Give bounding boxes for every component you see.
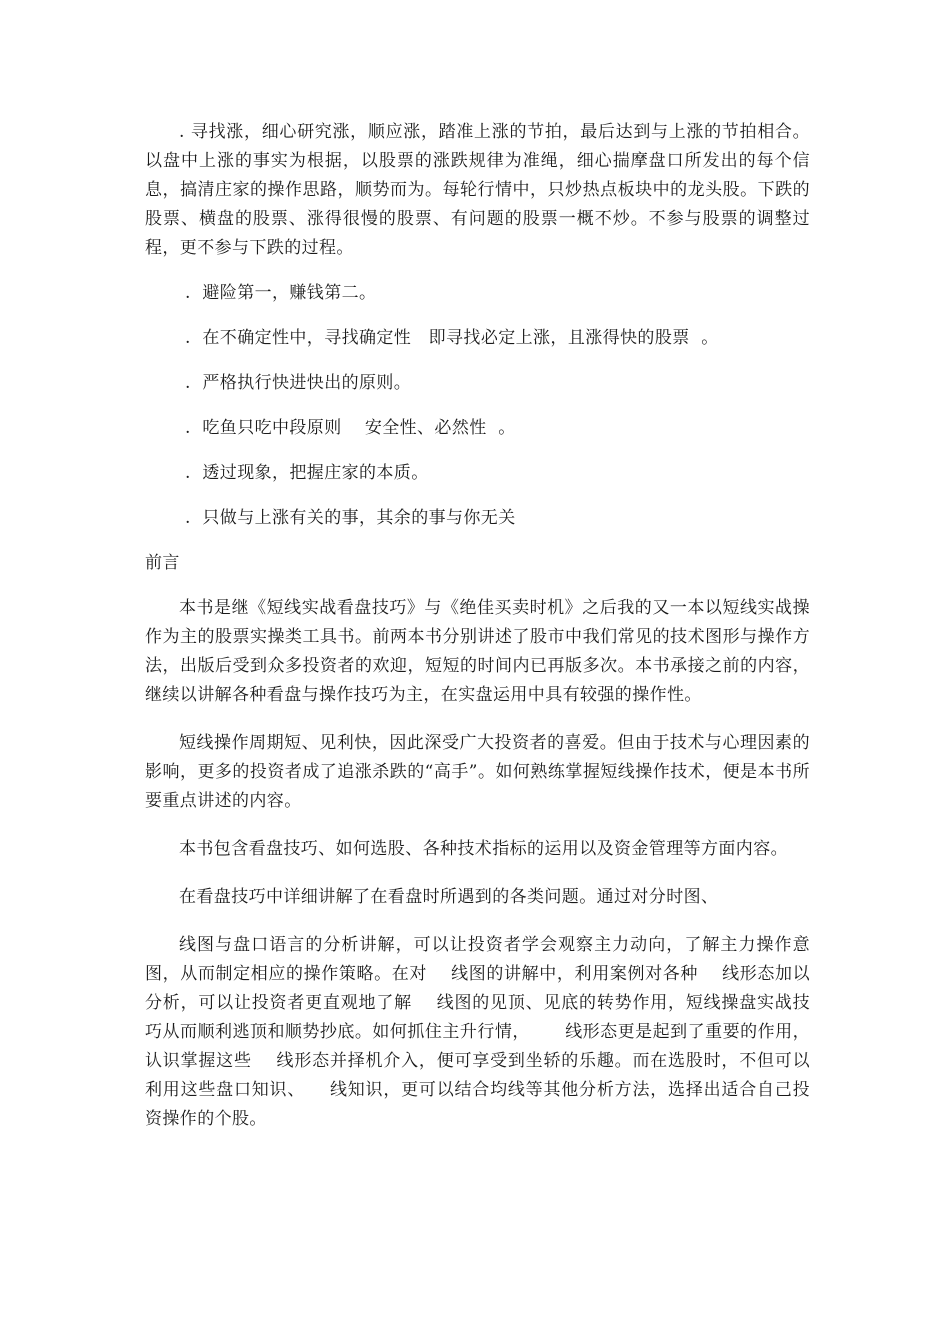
preface-paragraph-4: 在看盘技巧中详细讲解了在看盘时所遇到的各类问题。通过对分时图、 [179, 887, 719, 907]
preface-paragraph-2: 短线操作周期短、见利快，因此深受广大投资者的喜爱。但由于技术与心理因素的影响，更多的投资者成了追涨杀跌的“高手”。如何熟练掌握短线操作技术，便是本书所要重点讲述的内容。 [145, 733, 810, 811]
preface-heading: 前言 [145, 553, 180, 573]
preface-paragraph-1: 本书是继《短线实战看盘技巧》与《绝佳买卖时机》之后我的又一本以短线实战操作为主的股票实操类工具书。前两本书分别讲述了股市中我们常见的技术图形与操作方法，出版后受到众多投资者的欢迎，短短的时间内已再版多次。本书承接之前的内容，继续以讲解各种看盘与操作技巧为主，在实盘运用中具有较强的操作性。 [145, 598, 810, 705]
principle-5: . 吃鱼只吃中段原则 安全性、必然性 。 [185, 418, 516, 438]
principle-4: . 严格执行快进快出的原则。 [185, 373, 412, 393]
document-page [145, 118, 810, 1134]
preface-paragraph-5: 线图与盘口语言的分析讲解，可以让投资者学会观察主力动向，了解主力操作意图，从而制定相应的操作策略。在对 线图的讲解中，利用案例对各种 线形态加以分析，可以让投资者更直观地了解 线图的见顶、见底的转势作用，短线操盘实战技巧从而顺利逃顶和顺势抄底。如何抓住主升行情， 线形态更是起到了重要的作用，认识掌握这些 线形态并择机介入，便可享受到坐轿的乐趣。而在选股时，不但可以利用这些盘口知识、 线知识，更可以结合均线等其他分析方法，选择出适合自己投资操作的个股。 [145, 935, 810, 1129]
principle-1: . 寻找涨，细心研究涨，顺应涨，踏准上涨的节拍，最后达到与上涨的节拍相合。以盘中上涨的事实为根据，以股票的涨跌规律为准绳，细心揣摩盘口所发出的每个信息，搞清庄家的操作思路，顺势而为。每轮行情中，只炒热点板块中的龙头股。下跌的股票、横盘的股票、涨得很慢的股票、有问题的股票一概不炒。不参与股票的调整过程，更不参与下跌的过程。 [145, 122, 810, 258]
principle-3: . 在不确定性中，寻找确定性 即寻找必定上涨，且涨得快的股票 。 [185, 328, 719, 348]
preface-paragraph-3: 本书包含看盘技巧、如何选股、各种技术指标的运用以及资金管理等方面内容。 [179, 839, 788, 859]
principle-6: . 透过现象，把握庄家的本质。 [185, 463, 429, 483]
principle-2: . 避险第一，赚钱第二。 [185, 283, 377, 303]
principle-7: . 只做与上涨有关的事，其余的事与你无关 [185, 508, 516, 528]
